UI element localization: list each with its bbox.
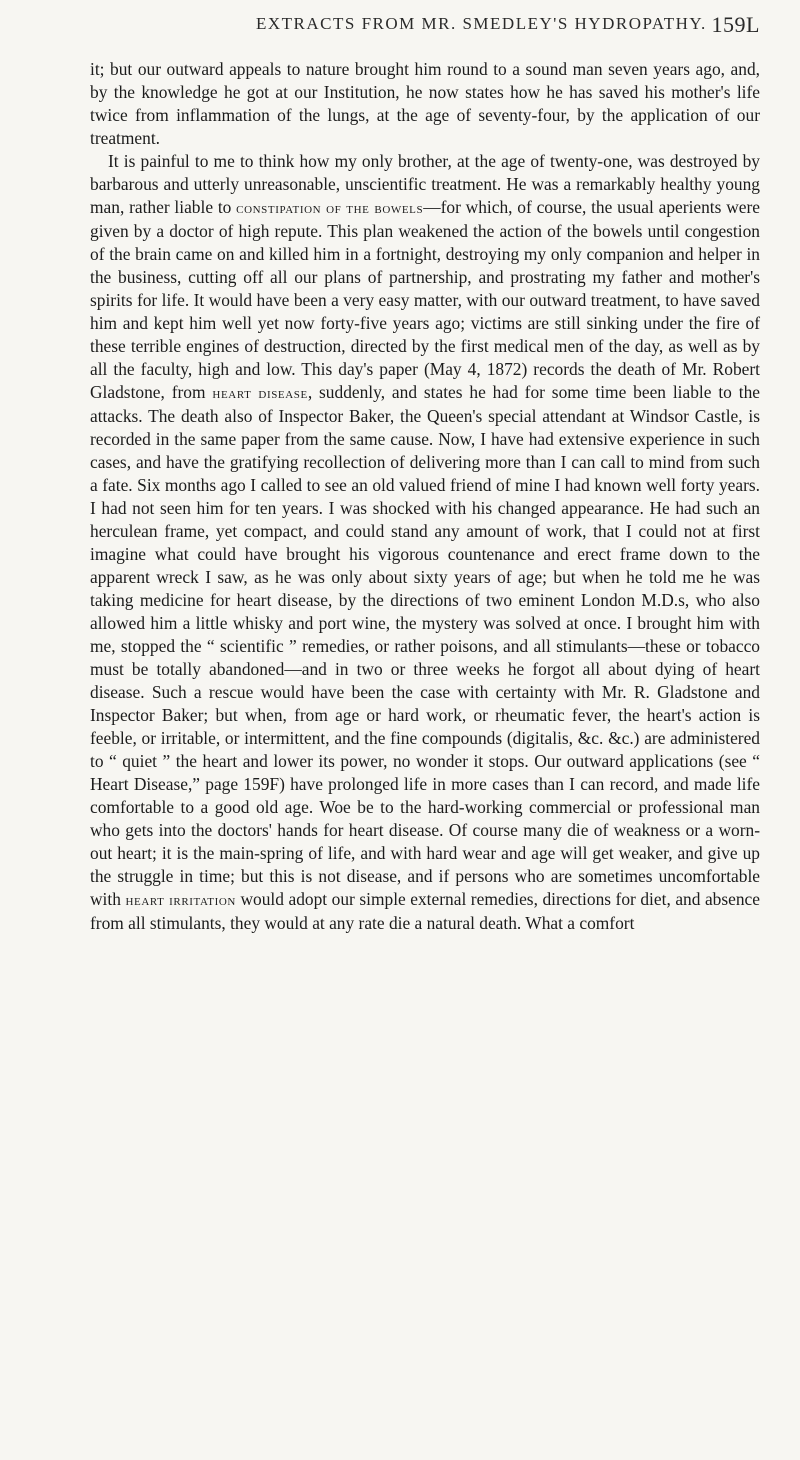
paragraph-2-text-a: It is painful to me to think how my only brother, at the age of twenty-one, was destroyed by barbarous and utterly unreasonable, unscientific treatment. He was a remarkably healthy young man, rather liable to (90, 151, 760, 217)
page-number: 159L (711, 12, 760, 37)
paragraph-2-text-d: would adopt our simple external remedies, directions for diet, and absence from all stimulants, they would at any rate die a natural death. What a comfort (90, 889, 760, 933)
small-caps-constipation: constipation of the bowels (236, 200, 424, 217)
paragraph-1 (90, 58, 760, 150)
paragraph-2-text-b: —for which, of course, the usual aperients were given by a doctor of high repute. This plan weakened the action of the bowels until congestion of the brain came on and killed him in a fortnight, destroying my only companion and helper in the business, cutting off all our plans of partnership, and prostrating my father and mother's spirits for life. It would have been a very easy matter, with our outward treatment, to have saved him and kept him well yet now forty-five years ago; victims are still sinking under the fire of these terrible engines of destruction, directed by the first medical men of the day, as well as by all the faculty, high and low. This day's paper (May 4, 1872) records the death of Mr. Robert Gladstone, from (90, 197, 760, 402)
small-caps-heart-irritation: heart irritation (125, 892, 236, 909)
paragraph-1-text: it; but our outward appeals to nature brought him round to a sound man seven years ago, and, by the knowledge he got at our Institution, he now states how he has saved his mother's life twice from inflammation of the lungs, at the age of seventy-four, by the application of our treatment. (90, 59, 760, 148)
page-header (120, 14, 760, 46)
paragraph-2 (90, 150, 760, 935)
body-text (90, 58, 760, 935)
small-caps-heart-disease: heart disease (212, 385, 308, 402)
running-head: EXTRACTS FROM MR. SMEDLEY'S HYDROPATHY. (256, 14, 707, 33)
paragraph-2-text-c: , suddenly, and states he had for some time been liable to the attacks. The death also of Inspector Baker, the Queen's special attendant at Windsor Castle, is recorded in the same paper from the same cause. Now, I have had extensive experience in such cases, and have the gratifying recollection of delivering more than I can call to mind from such a fate. Six months ago I called to see an old valued friend of mine I had known well forty years. I had not seen him for ten years. I was shocked with his changed appearance. He had such an herculean frame, yet compact, and could stand any amount of work, that I could not at first imagine what could have brought his vigorous countenance and erect frame down to the apparent wreck I saw, as he was only about sixty years of age; but when he told me he was taking medicine for heart disease, by the directions of two eminent London M.D.s, who also allowed him a little whisky and port wine, the mystery was solved at once. I brought him with me, stopped the “ scientific ” remedies, or rather poisons, and all stimulants—these or tobacco must be totally abandoned—and in two or three weeks he forgot all about dying of heart disease. Such a rescue would have been the case with certainty with Mr. R. Gladstone and Inspector Baker; but when, from age or hard work, or rheumatic fever, the heart's action is feeble, or irritable, or intermittent, and the fine compounds (digitalis, &c. &c.) are administered to “ quiet ” the heart and lower its power, no wonder it stops. Our outward applications (see “ Heart Disease,” page 159F) have prolonged life in more cases than I can record, and made life comfortable to a good old age. Woe be to the hard-working commercial or professional man who gets into the doctors' hands for heart disease. Of course many die of weakness or a worn-out heart; it is the main-spring of life, and with hard wear and age will get weaker, and give up the struggle in time; but this is not disease, and if persons who are sometimes uncomfortable with (90, 382, 760, 909)
